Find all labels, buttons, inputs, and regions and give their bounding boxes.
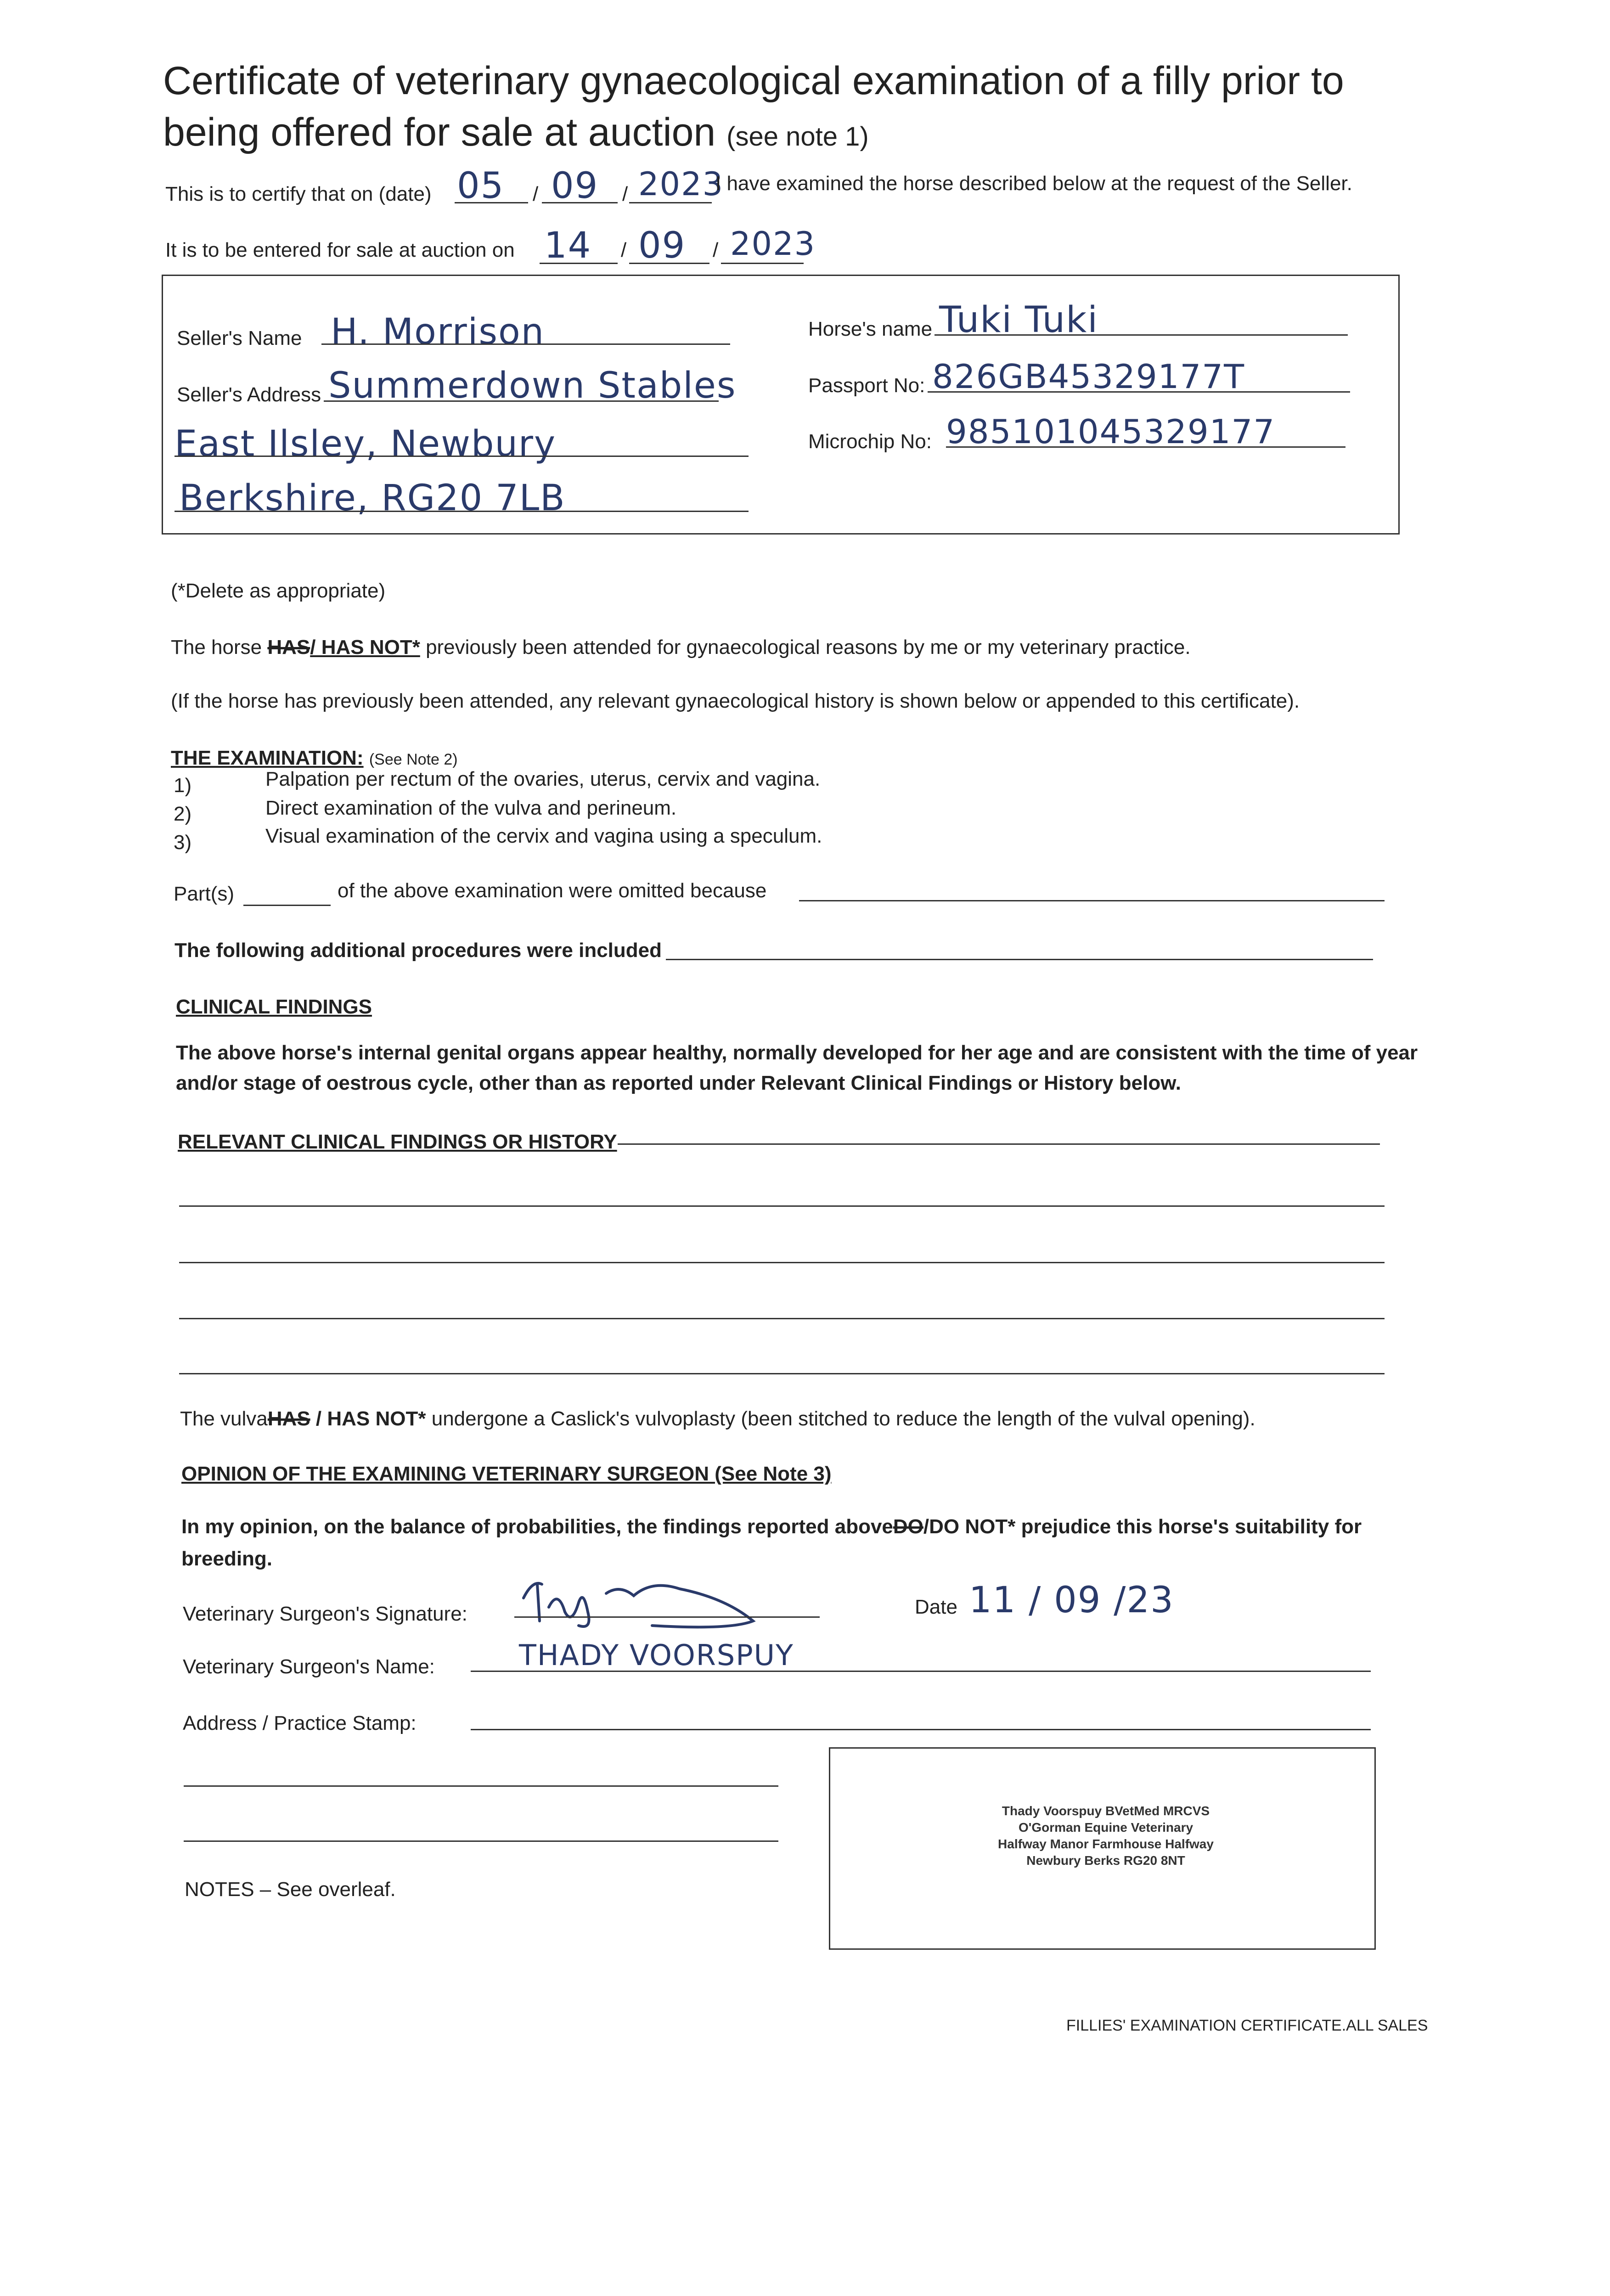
exam-date-day-line [455, 202, 528, 203]
horse-name-value: Tuki Tuki [939, 299, 1098, 341]
vet-name-label: Veterinary Surgeon's Name: [183, 1655, 435, 1678]
horse-name-label: Horse's name [808, 318, 933, 340]
additional-line [666, 959, 1373, 960]
page-title [163, 55, 1449, 163]
attended-has: HAS [267, 636, 310, 658]
sale-date-slash2: / [713, 239, 719, 261]
passport-line [928, 391, 1350, 393]
exam-date-month: 09 [551, 165, 599, 207]
exam-date-suffix: I have examined the horse described below at the request of the Seller. [715, 172, 1352, 195]
vet-name-value: THADY VOORSPUY [519, 1638, 794, 1672]
practice-stamp-box [829, 1747, 1376, 1950]
title-note: (see note 1) [726, 122, 869, 152]
seller-address-line2: East Ilsley, Newbury [175, 423, 557, 465]
stamp-line-2: O'Gorman Equine Veterinary [1018, 1820, 1193, 1835]
exam-item-3-num: 3) [174, 831, 192, 854]
seller-address-line1-rule [324, 400, 719, 402]
parts-line [243, 905, 331, 906]
examination-heading: THE EXAMINATION: [171, 747, 364, 769]
relevant-line-3 [179, 1262, 1385, 1263]
microchip-line [946, 446, 1345, 448]
sale-date-month: 09 [638, 225, 686, 266]
sale-date-year-line [721, 263, 804, 264]
signature-line [514, 1616, 820, 1618]
sale-date-slash: / [621, 239, 627, 261]
signature-date-label: Date [915, 1596, 957, 1618]
address-stamp-line [471, 1729, 1371, 1730]
exam-item-1-num: 1) [174, 774, 192, 797]
vulva-has-not: / HAS NOT* [315, 1407, 426, 1430]
sale-date-year: 2023 [730, 225, 816, 263]
sale-date-day: 14 [544, 225, 592, 266]
attended-prefix: The horse [171, 636, 262, 658]
vulva-suffix: undergone a Caslick's vulvoplasty (been stitched to reduce the length of the vulval opening). [431, 1407, 1255, 1430]
examination-heading-row [171, 747, 458, 770]
passport-value: 826GB45329177T [932, 357, 1245, 396]
relevant-line-2 [179, 1205, 1385, 1207]
address-line-3 [184, 1840, 778, 1842]
exam-item-1-text: Palpation per rectum of the ovaries, uterus, cervix and vagina. [265, 768, 821, 790]
signature-date-value: 11 / 09 /23 [969, 1580, 1174, 1621]
relevant-line-1 [618, 1143, 1380, 1145]
opinion-text-suffix: /DO NOT* prejudice this horse's suitability for [923, 1515, 1362, 1538]
clinical-statement: The above horse's internal genital organs appear healthy, normally developed for her age and are consistent with the time of year and/or stage of oestrous cycle, other than as reported under Relevant Clinical Findings or History below. [176, 1041, 1418, 1094]
exam-date-slash2: / [622, 183, 628, 205]
exam-date-year: 2023 [638, 165, 724, 203]
stamp-line-3: Halfway Manor Farmhouse Halfway [998, 1837, 1214, 1851]
vet-name-line [471, 1671, 1371, 1672]
title-main: Certificate of veterinary gynaecological examination of a filly prior to being offered for sale at auction [163, 59, 1344, 154]
sale-date-prefix: It is to be entered for sale at auction on [165, 239, 515, 261]
opinion-heading: OPINION OF THE EXAMINING VETERINARY SURGEON (See Note 3) [181, 1463, 832, 1485]
horse-name-line [934, 334, 1348, 336]
signature-label: Veterinary Surgeon's Signature: [183, 1603, 467, 1625]
exam-item-2-num: 2) [174, 803, 192, 825]
parts-reason-line [799, 900, 1385, 901]
opinion-text-prefix: In my opinion, on the balance of probabilities, the findings reported above [181, 1515, 893, 1538]
practice-stamp [945, 1803, 1267, 1869]
exam-date-slash: / [533, 183, 539, 205]
microchip-label: Microchip No: [808, 430, 932, 453]
opinion-text-line2: breeding. [181, 1548, 273, 1570]
seller-address-label: Seller's Address [177, 383, 321, 406]
additional-label: The following additional procedures were included [175, 939, 662, 962]
relevant-heading: RELEVANT CLINICAL FINDINGS OR HISTORY [178, 1131, 617, 1153]
attended-suffix: previously been attended for gynaecological reasons by me or my veterinary practice. [426, 636, 1191, 658]
passport-label: Passport No: [808, 374, 925, 397]
attended-line [171, 636, 1191, 659]
vulva-has: HAS [267, 1407, 310, 1430]
clinical-heading: CLINICAL FINDINGS [176, 996, 372, 1018]
microchip-value: 985101045329177 [946, 412, 1276, 451]
vulva-prefix: The vulva [180, 1407, 268, 1430]
footer-text: FILLIES' EXAMINATION CERTIFICATE.ALL SALES [1066, 2017, 1428, 2034]
seller-name-line [321, 343, 730, 345]
opinion-text [181, 1515, 1362, 1538]
notes-text: NOTES – See overleaf. [185, 1878, 396, 1901]
relevant-line-4 [179, 1318, 1385, 1319]
attended-has-not: / HAS NOT* [310, 636, 420, 658]
seller-name-label: Seller's Name [177, 327, 302, 349]
vulva-line [180, 1407, 1255, 1430]
exam-item-2-text: Direct examination of the vulva and perineum. [265, 797, 677, 819]
stamp-line-4: Newbury Berks RG20 8NT [1026, 1853, 1185, 1868]
exam-item-3-text: Visual examination of the cervix and vagina using a speculum. [265, 825, 822, 847]
address-line-2 [184, 1785, 778, 1787]
delete-note: (*Delete as appropriate) [171, 580, 386, 602]
stamp-line-1: Thady Voorspuy BVetMed MRCVS [1002, 1804, 1210, 1818]
seller-address-line1: Summerdown Stables [328, 365, 737, 406]
exam-date-month-line [542, 202, 618, 203]
sale-date-day-line [540, 263, 618, 264]
seller-name-value: H. Morrison [331, 311, 545, 353]
parts-suffix: of the above examination were omitted because [338, 879, 767, 902]
examination-see-note: (See Note 2) [369, 751, 458, 768]
seller-address-line3-rule [175, 511, 749, 512]
history-note: (If the horse has previously been attended, any relevant gynaecological history is shown below or appended to this certificate). [171, 690, 1300, 712]
exam-date-year-line [629, 202, 712, 203]
exam-date-prefix: This is to certify that on (date) [165, 183, 432, 205]
vet-signature [514, 1570, 771, 1635]
exam-date-day: 05 [457, 165, 505, 207]
opinion-do: DO [893, 1515, 923, 1538]
sale-date-month-line [629, 263, 709, 264]
parts-label: Part(s) [174, 883, 234, 905]
relevant-line-5 [179, 1373, 1385, 1374]
seller-address-line2-rule [175, 456, 749, 457]
seller-address-line3: Berkshire, RG20 7LB [179, 478, 566, 519]
address-stamp-label: Address / Practice Stamp: [183, 1712, 417, 1734]
